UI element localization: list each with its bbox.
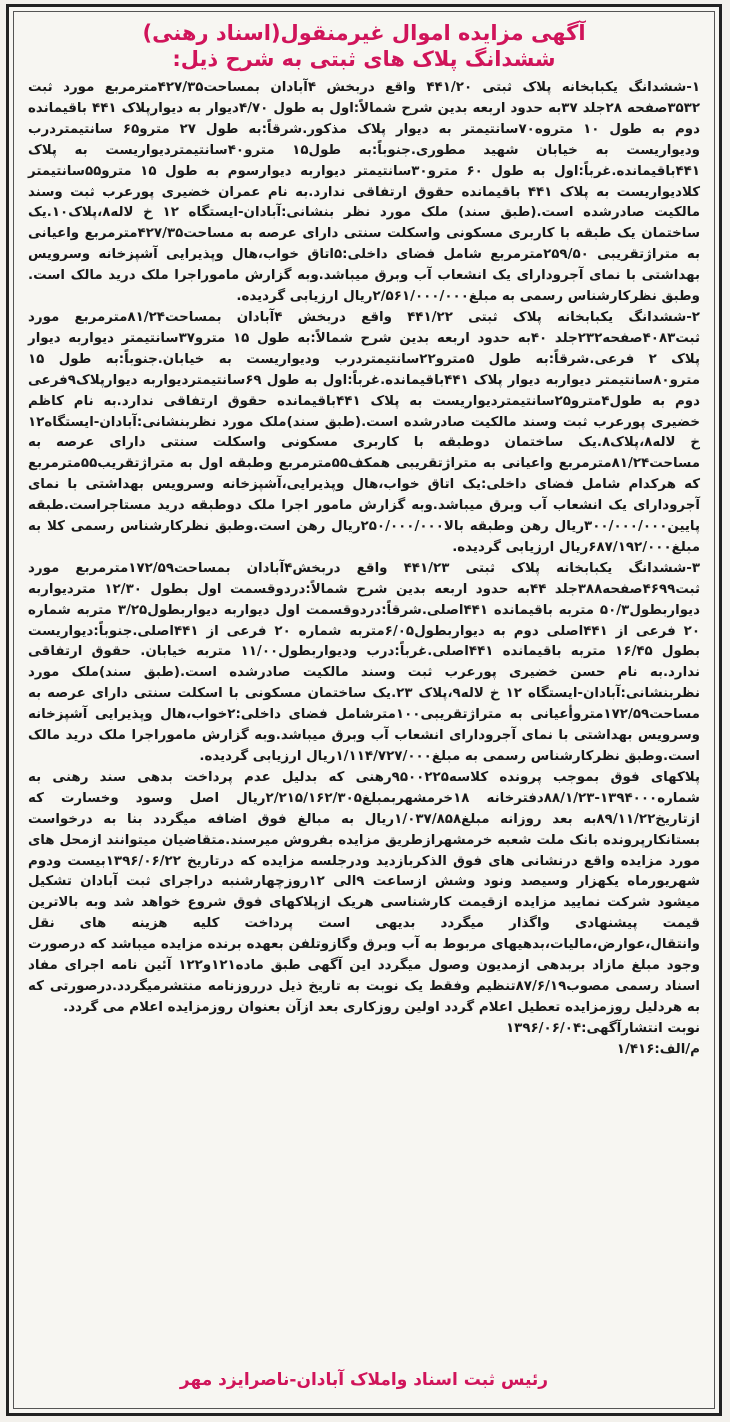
paragraph-plot-2: ۲-ششدانگ یکبابخانه پلاک ثبتی ۴۴۱/۲۲ واقع دربخش ۴آبادان بمساحت۸۱/۲۴مترمربع مورد ثبت۴۰۸۳صفحه۲۳۲جلد ۴۰به حدود اربعه بدین شرح شمالاً:به طول ۱۵ مترو۳۷سانتیمتر دیواربه دیوار پلاک ۲ فرعی.شرقاً:به طول ۵مترو۲۲سانتیمتردرب ودیواریست به خیابان.جنوباً:به طول ۱۵ مترو۸۰سانتیمتر دیواربه دیوار پلاک ۴۴۱باقیمانده.غرباً:اول به طول ۶۹سانتیمتردیواربه دیوارپلاک۹فرعی دوم به طول۴مترو۲۵سانتیمتردیواریست به پلاک ۴۴۱باقیمانده حقوق ارتفاقی ندارد.به نام کاظم خضیری پورعرب ثبت وسند مالکیت صادرشده است.(طبق سند)ملک مورد نظربنشانی:آبادان-ایستگاه۱۲ خ لاله۸،پلاک۸.یک ساختمان دوطبقه با کاربری مسکونی واسکلت سنتی دارای عرصه به مساحت۸۱/۲۴مترمربع واعیانی به متراژتقریبی همکف۵۵مترمربع وطبقه اول به متراژتقریب۵۵مترمربع که هرکدام شامل فضای داخلی:یک اتاق خواب،هال وپذیرایی،آشپزخانه وسرویس بهداشتی با نمای آجرودارای یک انشعاب آب وبرق میباشد.وبه گزارش مامور اجرا ملک دوطبقه درید مستاجراست.طبقه پایین۳۰۰/۰۰۰/۰۰۰ریال رهن وطبقه بالا۲۵۰/۰۰۰/۰۰۰ریال رهن است.وطبق نظرکارشناس رسمی کلا به مبلغ۶۸۷/۱۹۲/۰۰۰ریال ارزیابی گردیده. xyxy=(28,309,700,555)
publication-code: م/الف:۱/۴۱۶ xyxy=(616,1041,700,1057)
notice-body xyxy=(14,72,714,1019)
signature-line: رئیس ثبت اسناد واملاک آبادان-ناصرایزد مهر xyxy=(179,1370,549,1390)
paragraph-plot-1: ۱-ششدانگ یکبابخانه پلاک ثبتی ۴۴۱/۲۰ واقع دربخش ۴آبادان بمساحت۴۲۷/۳۵مترمربع مورد ثبت ۳۵۳۲صفحه ۲۸جلد ۳۷به حدود اربعه بدین شرح شمالاً:اول به طول ۴/۷۰دیوار به دیوارپلاک ۴۴۱ باقیمانده دوم به طول ۱۰ متروه۷۰سانتیمتر به دیوار پلاک مذکور.شرقاً:به طول ۲۷ مترو۶۵ سانتیمتردرب ودیواریست به خیابان شهید مطوری.جنوباً:به طول۱۵ مترو۴۰سانتیمتردیواریست به پلاک ۴۴۱باقیمانده.غرباً:اول به طول ۶۰ مترو۳۰سانتیمتر دیواربه دیوارسوم به طول ۱۵ مترو۵۵سانتیمتر کلادیواریست به پلاک ۴۴۱ باقیمانده حقوق ارتفاقی ندارد.به نام عمران خضیری پورعرب ثبت وسند مالکیت صادرشده است.(طبق سند) ملک مورد نظر بنشانی:آبادان-ایستگاه ۱۲ خ لاله۸،پلاک۱۰.یک ساختمان یک طبقه با کاربری مسکونی واسکلت سنتی دارای عرصه به مساحت۴۲۷/۳۵مترمربع واعیانی به متراژتقریبی ۲۵۹/۵۰مترمربع شامل فضای داخلی:۵اتاق خواب،هال وپذیرایی آشپزخانه وسرویس بهداشتی با نمای آجرودارای یک انشعاب آب وبرق میباشد.وبه گزارش ماموراجرا ملک درید مالک است. وطبق نظرکارشناس رسمی به مبلغ۲/۵۶۱/۰۰۰/۰۰۰ریال ارزیابی گردیده. xyxy=(28,80,701,305)
paragraph-plot-3: ۳-ششدانگ یکبابخانه پلاک ثبتی ۴۴۱/۲۳ واقع دربخش۴آبادان بمساحت۱۷۲/۵۹مترمربع مورد ثبت۴۶۹۹صفحه۳۸۸جلد ۴۴به حدود اربعه بدین شرح شمالاً:دردوقسمت اول بطول ۱۲/۳۰ متردیواربه دیواربطول۵۰/۳ متربه باقیمانده ۴۴۱اصلی.شرقاً:دردوقسمت اول دیواربه دیواربطول۳/۲۵ متربه شماره ۲۰ فرعی از ۴۴۱اصلی دوم به دیواربطول۶/۰۵متربه شماره ۲۰ فرعی از ۴۴۱اصلی.جنوباً:دیواریست بطول ۱۶/۴۵ متربه باقیمانده ۴۴۱اصلی.غرباً:درب ودیواربطول۱۱/۰۰ متربه خیابان. حقوق ارتفاقی ندارد.به نام حسن خضیری پورعرب ثبت وسند مالکیت صادرشده است.(طبق سند)ملک مورد نظربنشانی:آبادان-ایستگاه ۱۲ خ لاله۹،پلاک ۲۳.یک ساختمان مسکونی با اسکلت سنتی دارای عرصه به مساحت۱۷۲/۵۹متروأعیانی به متراژتقریبی۱۰۰مترشامل فضای داخلی:۲خواب،هال وپذیرایی آشپزخانه وسرویس بهداشتی با نمای آجرودارای انشعاب آب وبرق میباشد.وبه گزارش ماموراجرا ملک درید مالک است.وطبق نظرکارشناس رسمی به مبلغ۱/۱۱۴/۷۲۷/۰۰۰ریال ارزیابی گردیده. xyxy=(28,560,701,764)
notice-subtitle: ششدانگ پلاک های ثبتی به شرح ذیل: xyxy=(172,47,556,71)
notice-inner-border xyxy=(13,11,715,1409)
notice-title: آگهی مزایده اموال غیرمنقول(اسناد رهنی) xyxy=(142,21,586,45)
notice-header xyxy=(14,20,714,72)
notice-frame xyxy=(6,4,722,1416)
publication-info xyxy=(14,1019,714,1061)
paragraph-auction-terms: پلاکهای فوق بموجب پرونده کلاسه۹۵۰۰۲۲۵رهنی که بدلیل عدم پرداخت بدهی سند رهنی به شماره۱۳۹۴۰۰۰-۸۸/۱/۲۳دفترخانه ۱۸خرمشهربمبلغ۲/۲۱۵/۱۶۲/۳۰۵ریال اصل وسود وخسارت که ازتاریخ۸۹/۱۱/۲۲به بعد روزانه مبلغ۱/۰۳۷/۸۵۸ریال به مبالغ فوق اضافه میگردد بنا به درخواست بستانکارپرونده بانک ملت شعبه خرمشهرازطریق مزایده بفروش میرسند.متقاضیان میتوانند ازمحل های مورد مزایده واقع درنشانی های فوق الذکربازدید ودرجلسه مزایده که درتاریخ ۱۳۹۶/۰۶/۲۲بیست ودوم شهریورماه یکهزار وسیصد ونود وشش ازساعت ۹الی ۱۲روزچهارشنبه دراجرای ثبت آبادان تشکیل میشود شرکت نمایید مزایده ازقیمت کارشناسی هریک ازپلاکهای فوق شروع خواهد شد وبه بالاترین قیمت پیشنهادی واگذار میگردد بدیهی است پرداخت کلیه هزینه های نقل وانتقال،عوارض،مالیات،بدهیهای مربوط به آب وبرق وگازوتلفن بعهده برنده مزایده میباشد که درصورت وجود مبلغ مازاد بربدهی ازمدیون وصول میگردد این آگهی طبق ماده۱۲۱و۱۲۲ آئین نامه اجرای مفاد اسناد رسمی مصوب۸۷/۶/۱۹تنظیم وفقط یک نوبت به تاریخ ذیل درروزنامه منتشرمیگردد.درصورتی که به هردلیل روزمزایده تعطیل اعلام گردد اولین روزکاری بعد ازآن بعنوان روزمزایده اعلام می گردد. xyxy=(28,769,701,1015)
publication-date: نوبت انتشارآگهی:۱۳۹۶/۰۶/۰۴ xyxy=(505,1020,700,1036)
